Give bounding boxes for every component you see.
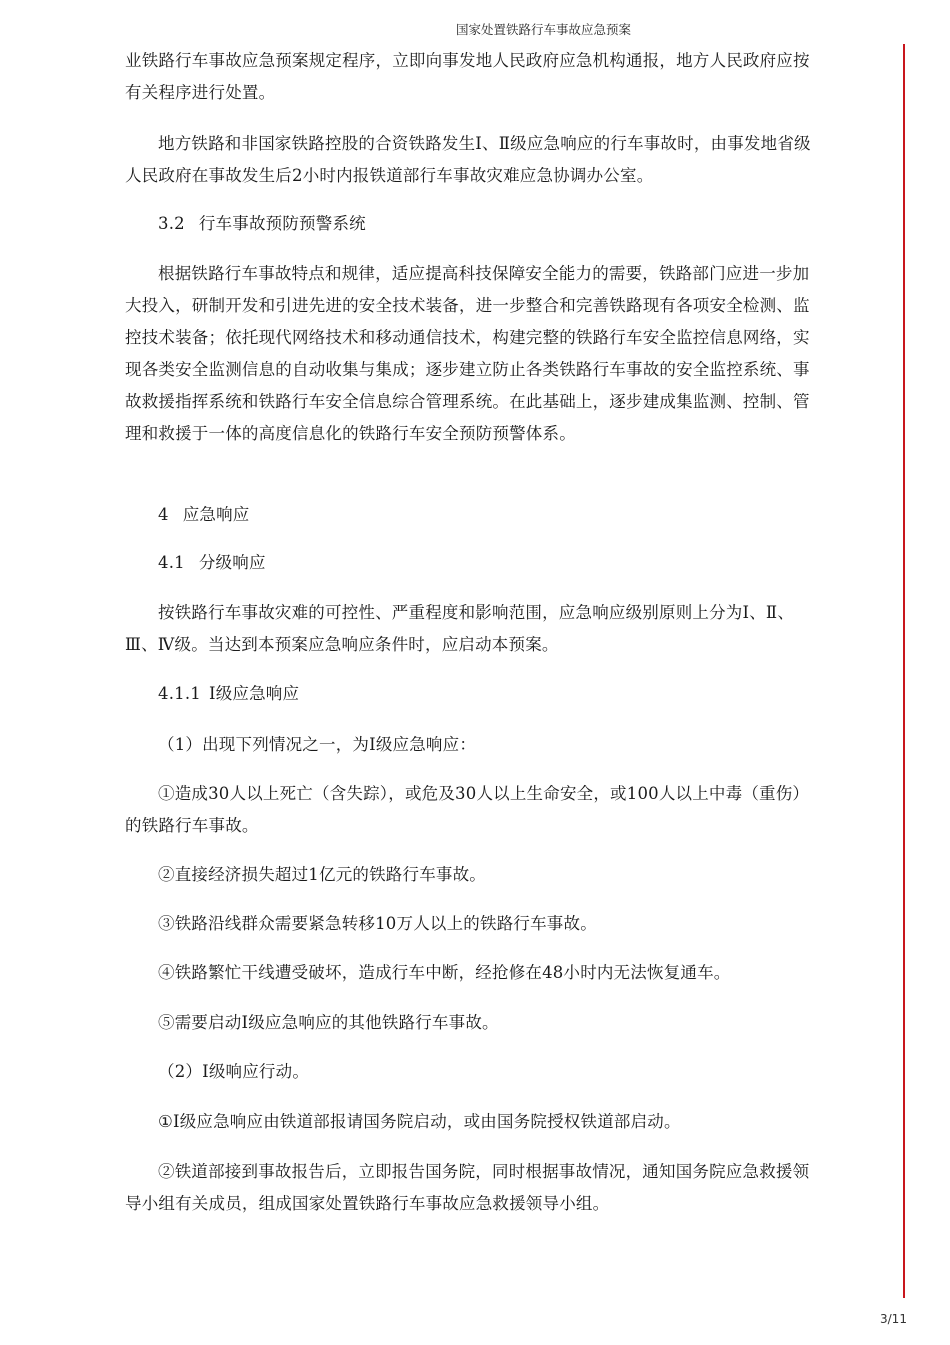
page-header-title: 国家处置铁路行车事故应急预案	[456, 22, 632, 37]
paragraph-condition-2: ②直接经济损失超过1亿元的铁路行车事故。	[158, 865, 486, 884]
paragraph-condition-5: ⑤需要启动Ⅰ级应急响应的其他铁路行车事故。	[158, 1013, 499, 1032]
section-number: 4.1	[158, 553, 185, 572]
paragraph-local-railway: 地方铁路和非国家铁路控股的合资铁路发生Ⅰ、Ⅱ级应急响应的行车事故时，由事发地省级人民政府在事故发生后2小时内报铁道部行车事故灾难应急协调办公室。	[125, 134, 811, 185]
section-number: 4	[158, 505, 169, 524]
paragraph-action-2: ②铁道部接到事故报告后，立即报告国务院，同时根据事故情况，通知国务院应急救援领导小组有关成员，组成国家处置铁路行车事故应急救援领导小组。	[125, 1162, 810, 1213]
paragraph-response-levels: 按铁路行车事故灾难的可控性、严重程度和影响范围，应急响应级别原则上分为Ⅰ、Ⅱ、Ⅲ、Ⅳ级。当达到本预案应急响应条件时，应启动本预案。	[125, 603, 795, 654]
section-title: 行车事故预防预警系统	[198, 214, 366, 233]
section-title: 应急响应	[182, 505, 250, 524]
section-heading-4-1	[158, 547, 266, 579]
paragraph-condition-3: ③铁路沿线群众需要紧急转移10万人以上的铁路行车事故。	[158, 914, 597, 933]
paragraph-warning-system: 根据铁路行车事故特点和规律，适应提高科技保障安全能力的需要，铁路部门应进一步加大投入，研制开发和引进先进的安全技术装备，进一步整合和完善铁路现有各项安全检测、监控技术装备；依托现代网络技术和移动通信技术，构建完整的铁路行车安全监控信息网络，实现各类安全监测信息的自动收集与集成；逐步建立防止各类铁路行车事故的安全监控系统、事故救援指挥系统和铁路行车安全信息综合管理系统。在此基础上，逐步建成集监测、控制、管理和救援于一体的高度信息化的铁路行车安全预防预警体系。	[125, 264, 810, 443]
section-number: 3.2	[158, 214, 185, 233]
margin-rule	[903, 44, 905, 1298]
paragraph-item-1: （1）出现下列情况之一，为Ⅰ级应急响应：	[158, 735, 477, 754]
paragraph-item-2: （2）Ⅰ级响应行动。	[158, 1062, 310, 1081]
section-title: 分级响应	[198, 553, 266, 572]
paragraph-action-1: ①Ⅰ级应急响应由铁道部报请国务院启动，或由国务院授权铁道部启动。	[158, 1112, 681, 1131]
paragraph-condition-4: ④铁路繁忙干线遭受破坏，造成行车中断，经抢修在48小时内无法恢复通车。	[158, 963, 731, 982]
page-number: 3/11	[880, 1312, 907, 1326]
section-heading-4-1-1	[158, 678, 299, 710]
paragraph-continuation: 业铁路行车事故应急预案规定程序，立即向事发地人民政府应急机构通报，地方人民政府应按有关程序进行处置。	[125, 51, 810, 102]
section-number: 4.1.1	[158, 684, 201, 703]
paragraph-condition-1: ①造成30人以上死亡（含失踪），或危及30人以上生命安全，或100人以上中毒（重伤）的铁路行车事故。	[125, 784, 810, 835]
section-heading-3-2	[158, 208, 366, 240]
section-heading-4	[158, 499, 250, 531]
section-title: Ⅰ级应急响应	[208, 684, 300, 703]
